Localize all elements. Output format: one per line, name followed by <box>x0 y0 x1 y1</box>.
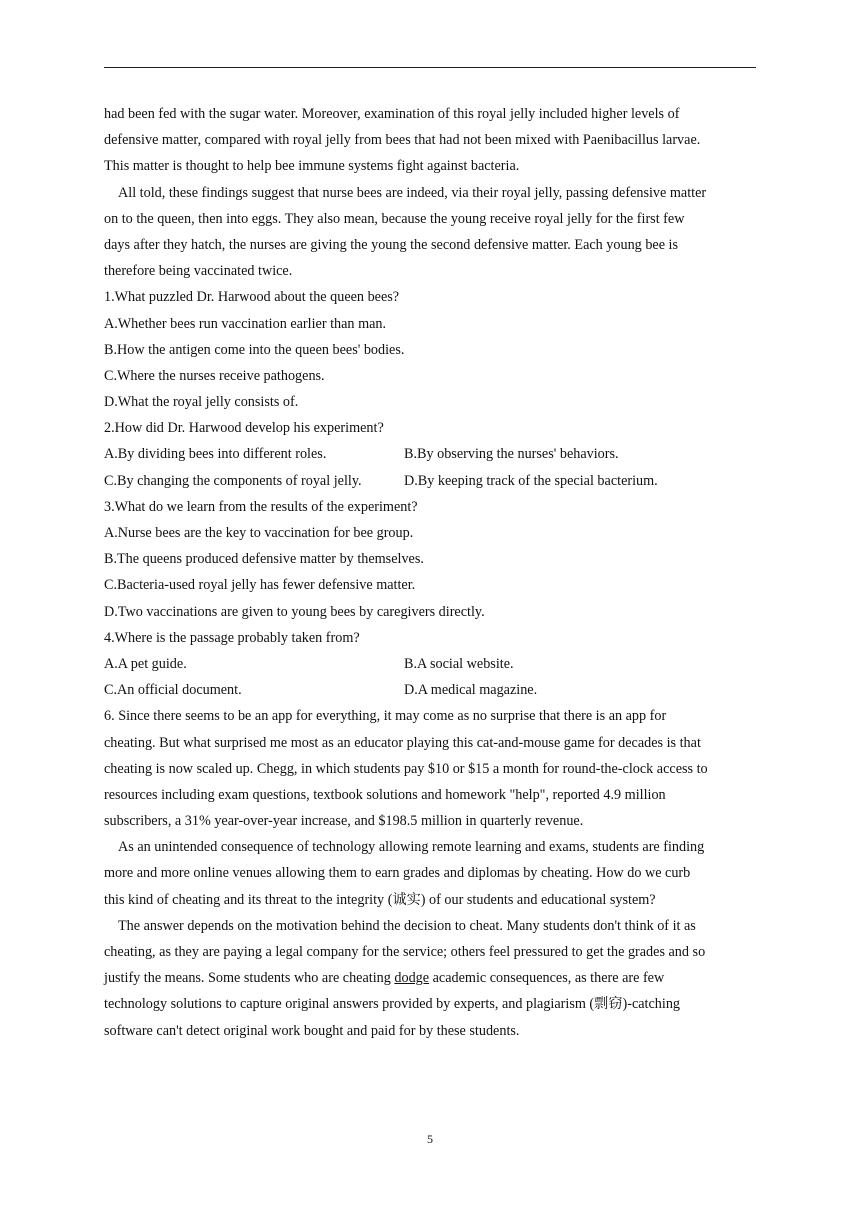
passage-line: had been fed with the sugar water. Moreover, examination of this royal jelly included higher levels of <box>104 106 680 122</box>
page-number: 5 <box>427 1132 433 1146</box>
question-stem: 2.How did Dr. Harwood develop his experiment? <box>104 420 384 437</box>
option-b: B.The queens produced defensive matter by themselves. <box>104 551 424 568</box>
option-d: D.A medical magazine. <box>404 682 538 699</box>
passage-line: more and more online venues allowing them to earn grades and diplomas by cheating. How do we curb <box>104 865 691 882</box>
passage-line: cheating. But what surprised me most as an educator playing this cat-and-mouse game for decades is that <box>104 734 701 751</box>
option-d: D.By keeping track of the special bacterium. <box>404 472 658 489</box>
passage-line: defensive matter, compared with royal jelly from bees that had not been mixed with Paenibacillus larvae. <box>104 132 701 149</box>
option-d: D.Two vaccinations are given to young bees by caregivers directly. <box>104 603 485 620</box>
passage-line: resources including exam questions, textbook solutions and homework "help", reported 4.9 million <box>104 786 666 803</box>
option-row <box>104 651 756 677</box>
header-rule <box>104 67 756 68</box>
option-c: C.An official document. <box>104 682 242 699</box>
option-row <box>104 468 756 494</box>
option-b: B.A social website. <box>404 655 514 672</box>
passage-line: cheating is now scaled up. Chegg, in which students pay $10 or $15 a month for round-the-clock access to <box>104 760 708 777</box>
passage-line: on to the queen, then into eggs. They also mean, because the young receive royal jelly for the first few <box>104 210 685 227</box>
option-a: A.A pet guide. <box>104 655 187 672</box>
option-c: C.Where the nurses receive pathogens. <box>104 367 325 384</box>
option-a: A.Nurse bees are the key to vaccination for bee group. <box>104 525 414 541</box>
passage-line: The answer depends on the motivation behind the decision to cheat. Many students don't think of it as <box>118 917 696 934</box>
question-stem: 1.What puzzled Dr. Harwood about the queen bees? <box>104 289 400 306</box>
question-stem: 3.What do we learn from the results of the experiment? <box>104 498 418 515</box>
option-b: B.By observing the nurses' behaviors. <box>404 446 619 463</box>
passage-line: As an unintended consequence of technology allowing remote learning and exams, students are finding <box>118 839 705 856</box>
option-d: D.What the royal jelly consists of. <box>104 394 299 411</box>
passage-line: software can't detect original work bought and paid for by these students. <box>104 1022 520 1039</box>
option-row <box>104 441 756 467</box>
page-content <box>104 101 756 1044</box>
option-b: B.How the antigen come into the queen bees' bodies. <box>104 341 405 358</box>
question-stem: 4.Where is the passage probably taken from? <box>104 629 360 646</box>
passage-line: subscribers, a 31% year-over-year increase, and $198.5 million in quarterly revenue. <box>104 813 584 830</box>
passage-line: therefore being vaccinated twice. <box>104 263 293 280</box>
passage-line: technology solutions to capture original answers provided by experts, and plagiarism (剽窃)-catching <box>104 996 681 1013</box>
passage-line: All told, these findings suggest that nurse bees are indeed, via their royal jelly, passing defensive matter <box>118 184 707 201</box>
option-c: C.By changing the components of royal jelly. <box>104 472 362 489</box>
passage-line: 6. Since there seems to be an app for everything, it may come as no surprise that there is an app for <box>104 708 667 725</box>
option-a: A.Whether bees run vaccination earlier than man. <box>104 315 387 332</box>
option-row <box>104 677 756 703</box>
option-c: C.Bacteria-used royal jelly has fewer defensive matter. <box>104 577 416 594</box>
passage-line: this kind of cheating and its threat to the integrity (诚实) of our students and educational system? <box>104 891 656 908</box>
text-run: academic consequences, as there are few <box>429 970 665 987</box>
option-a: A.By dividing bees into different roles. <box>104 446 327 463</box>
passage-line: cheating, as they are paying a legal company for the service; others feel pressured to get the grades and so <box>104 944 706 960</box>
passage-line: This matter is thought to help bee immune systems fight against bacteria. <box>104 158 520 175</box>
text-run: justify the means. Some students who are cheating <box>104 970 395 987</box>
passage-line: days after they hatch, the nurses are giving the young the second defensive matter. Each young bee is <box>104 236 679 253</box>
underlined-word: dodge <box>394 970 430 987</box>
passage-line <box>104 965 756 991</box>
